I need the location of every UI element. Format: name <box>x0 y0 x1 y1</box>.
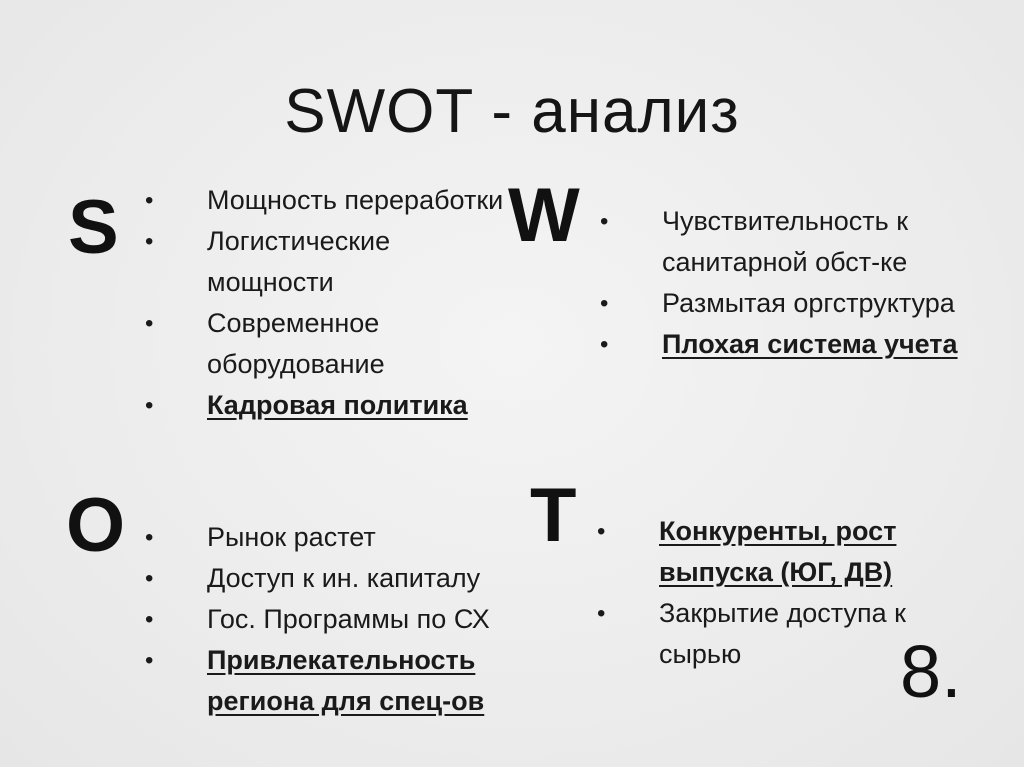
bullet-item <box>145 640 545 722</box>
strengths-list <box>145 180 515 426</box>
bullet-dot-icon: • <box>145 524 154 551</box>
bullet-item <box>145 599 545 640</box>
bullet-text: Логистические мощности <box>207 226 391 297</box>
bullet-item <box>145 517 545 558</box>
bullet-dot-icon: • <box>145 187 154 214</box>
bullet-text: Мощность переработки <box>207 185 504 215</box>
bullet-item <box>600 283 990 324</box>
bullet-item <box>597 511 957 593</box>
bullet-text: Кадровая политика <box>207 390 468 420</box>
bullet-dot-icon: • <box>145 310 154 337</box>
strengths-letter: S <box>68 185 119 270</box>
weaknesses-list <box>600 201 990 365</box>
bullet-text: Современное оборудование <box>207 308 385 379</box>
bullet-item <box>600 324 990 365</box>
bullet-dot-icon: • <box>600 331 609 358</box>
bullet-dot-icon: • <box>145 647 154 674</box>
bullet-text: Конкуренты, рост выпуска (ЮГ, ДВ) <box>659 516 897 587</box>
bullet-dot-icon: • <box>600 290 609 317</box>
bullet-item <box>145 221 515 303</box>
bullet-text: Чувствительность к санитарной обст-ке <box>662 206 909 277</box>
bullet-dot-icon: • <box>145 606 154 633</box>
bullet-item <box>145 558 545 599</box>
bullet-dot-icon: • <box>597 518 606 545</box>
bullet-item <box>600 201 990 283</box>
bullet-text: Рынок растет <box>207 522 376 552</box>
bullet-dot-icon: • <box>145 228 154 255</box>
opportunities-list <box>145 517 545 722</box>
bullet-dot-icon: • <box>600 208 609 235</box>
bullet-text: Доступ к ин. капиталу <box>207 563 481 593</box>
bullet-item <box>145 180 515 221</box>
slide-number: 8. <box>900 630 962 713</box>
bullet-text: Привлекательность региона для спец-ов <box>207 645 485 716</box>
bullet-text: Плохая система учета <box>662 329 958 359</box>
bullet-text: Закрытие доступа к сырью <box>659 598 906 669</box>
bullet-text: Размытая оргструктура <box>662 288 955 318</box>
weaknesses-letter: W <box>508 173 580 258</box>
opportunities-letter: O <box>66 483 126 568</box>
bullet-item <box>145 385 515 426</box>
bullet-item <box>145 303 515 385</box>
bullet-dot-icon: • <box>145 565 154 592</box>
slide-title: SWOT - анализ <box>284 77 740 146</box>
bullet-dot-icon: • <box>597 600 606 627</box>
threats-letter: T <box>530 473 577 558</box>
bullet-text: Гос. Программы по СХ <box>207 604 490 634</box>
bullet-dot-icon: • <box>145 392 154 419</box>
